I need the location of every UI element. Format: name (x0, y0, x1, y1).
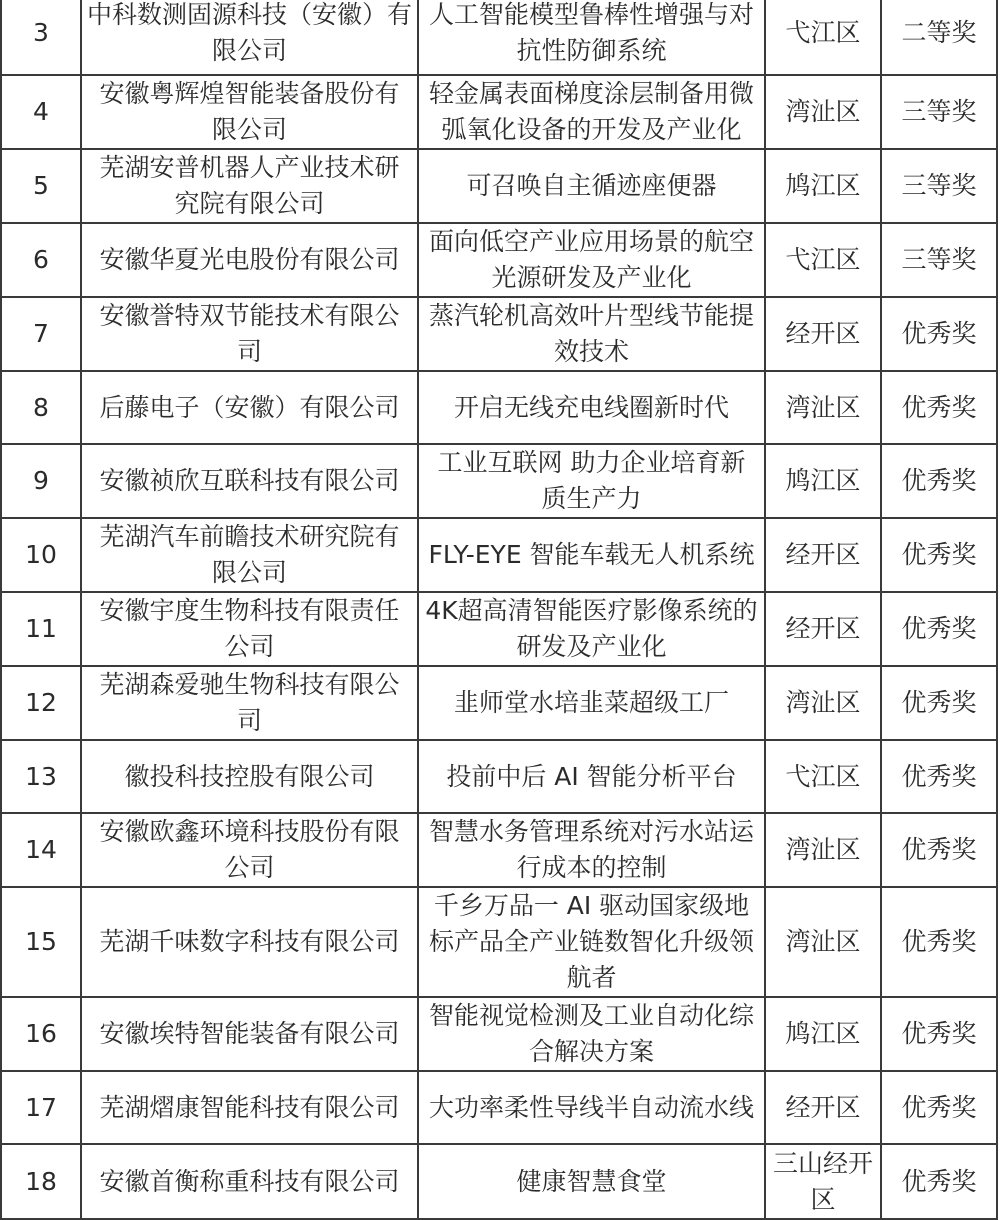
cell-text-line: 韭师堂水培韭菜超级工厂 (453, 688, 729, 717)
cell-text-line: 质生产力 (541, 484, 642, 513)
company-name (81, 371, 418, 444)
cell-text-line: 轻金属表面梯度涂层制备用微 (428, 79, 754, 108)
district (765, 75, 881, 149)
project-name (418, 371, 765, 444)
table-row (1, 666, 997, 740)
cell-text-line: 智能视觉检测及工业自动化综 (428, 1001, 754, 1030)
cell-text-line: 安徽华夏光电股份有限公司 (99, 245, 400, 274)
project-name (418, 297, 765, 371)
row-number: 14 (1, 813, 81, 887)
cell-text-line: 人工智能模型鲁棒性增强与对 (428, 0, 754, 29)
cell-text-line: 湾沚区 (785, 927, 861, 956)
cell-text-line: FLY-EYE 智能车载无人机系统 (428, 540, 755, 569)
district (765, 297, 881, 371)
award-level: 优秀奖 (881, 297, 997, 371)
row-number: 7 (1, 297, 81, 371)
row-number: 12 (1, 666, 81, 740)
award-level: 优秀奖 (881, 997, 997, 1071)
row-number: 5 (1, 149, 81, 223)
cell-text-line: 芜湖熠康智能科技有限公司 (99, 1092, 400, 1122)
company-name (81, 0, 418, 75)
cell-text-line: 弋江区 (785, 18, 861, 47)
row-number: 6 (1, 223, 81, 297)
district (765, 740, 881, 813)
project-name (418, 0, 765, 75)
cell-text-line: 安徽祯欣互联科技有限公司 (99, 466, 400, 495)
district (765, 0, 881, 75)
district (765, 1071, 881, 1144)
cell-text-line: 安徽粤辉煌智能装备股份有 (99, 79, 400, 108)
cell-text-line: 经开区 (785, 319, 861, 348)
cell-text-line: 抗性防御系统 (516, 36, 667, 65)
award-level: 优秀奖 (881, 371, 997, 444)
award-level: 优秀奖 (881, 813, 997, 887)
cell-text-line: 徽投科技控股有限公司 (124, 761, 375, 791)
award-level: 二等奖 (881, 0, 997, 75)
table-row (1, 518, 997, 592)
project-name (418, 740, 765, 813)
awards-table-body (1, 0, 997, 1219)
cell-text-line: 智慧水务管理系统对污水站运 (428, 817, 754, 846)
cell-text-line: 芜湖安普机器人产业技术研 (99, 153, 400, 182)
company-name (81, 887, 418, 997)
cell-text-line: 标产品全产业链数智化升级领 (428, 927, 754, 956)
award-level: 优秀奖 (881, 1144, 997, 1219)
district (765, 223, 881, 297)
table-row (1, 887, 997, 997)
cell-text-line: 可召唤自主循迹座便器 (466, 171, 717, 200)
award-level: 优秀奖 (881, 887, 997, 997)
row-number: 9 (1, 444, 81, 518)
cell-text-line: 安徽宇度生物科技有限责任 (99, 596, 400, 625)
company-name (81, 813, 418, 887)
table-row (1, 740, 997, 813)
table-row (1, 75, 997, 149)
award-level: 三等奖 (881, 75, 997, 149)
district (765, 518, 881, 592)
project-name (418, 887, 765, 997)
row-number: 8 (1, 371, 81, 444)
district (765, 149, 881, 223)
row-number: 15 (1, 887, 81, 997)
cell-text-line: 鸠江区 (785, 171, 861, 200)
cell-text-line: 研发及产业化 (516, 632, 667, 661)
cell-text-line: 经开区 (785, 1092, 861, 1122)
district (765, 666, 881, 740)
project-name (418, 518, 765, 592)
cell-text-line: 4K超高清智能医疗影像系统的 (425, 596, 758, 625)
company-name (81, 666, 418, 740)
district (765, 592, 881, 666)
row-number: 16 (1, 997, 81, 1071)
cell-text-line: 弧氧化设备的开发及产业化 (441, 115, 742, 144)
table-row (1, 592, 997, 666)
project-name (418, 444, 765, 518)
cell-text-line: 航者 (566, 963, 617, 992)
cell-text-line: 限公司 (211, 115, 287, 144)
company-name (81, 223, 418, 297)
cell-text-line: 大功率柔性导线半自动流水线 (428, 1092, 754, 1122)
cell-text-line: 安徽欧鑫环境科技股份有限 (99, 817, 400, 846)
table-row (1, 149, 997, 223)
cell-text-line: 工业互联网 助力企业培育新 (437, 448, 746, 477)
cell-text-line: 效技术 (553, 337, 629, 366)
cell-text-line: 合解决方案 (528, 1037, 654, 1066)
table-row (1, 813, 997, 887)
project-name (418, 1071, 765, 1144)
cell-text-line: 鸠江区 (785, 1019, 861, 1048)
project-name (418, 666, 765, 740)
company-name (81, 518, 418, 592)
table-row (1, 997, 997, 1071)
award-level: 优秀奖 (881, 592, 997, 666)
company-name (81, 444, 418, 518)
company-name (81, 1071, 418, 1144)
award-level: 三等奖 (881, 223, 997, 297)
award-level: 优秀奖 (881, 444, 997, 518)
district (765, 887, 881, 997)
cell-text-line: 经开区 (785, 614, 861, 643)
company-name (81, 75, 418, 149)
district (765, 997, 881, 1071)
company-name (81, 1144, 418, 1219)
district (765, 371, 881, 444)
company-name (81, 740, 418, 813)
table-row (1, 1144, 997, 1219)
cell-text-line: 开启无线充电线圈新时代 (453, 392, 729, 422)
cell-text-line: 后藤电子（安徽）有限公司 (99, 392, 400, 422)
project-name (418, 997, 765, 1071)
cell-text-line: 司 (236, 337, 262, 366)
cell-text-line: 安徽首衡称重科技有限公司 (99, 1166, 400, 1196)
cell-text-line: 司 (236, 706, 262, 735)
award-level: 优秀奖 (881, 740, 997, 813)
row-number: 18 (1, 1144, 81, 1219)
cell-text-line: 三山经开 (772, 1148, 873, 1178)
table-row (1, 297, 997, 371)
cell-text-line: 行成本的控制 (516, 853, 667, 882)
district (765, 444, 881, 518)
award-level: 优秀奖 (881, 518, 997, 592)
cell-text-line: 经开区 (785, 540, 861, 569)
row-number: 4 (1, 75, 81, 149)
cell-text-line: 安徽埃特智能装备有限公司 (99, 1019, 400, 1048)
cell-text-line: 湾沚区 (785, 97, 861, 126)
table-row (1, 1071, 997, 1144)
project-name (418, 813, 765, 887)
cell-text-line: 湾沚区 (785, 392, 861, 422)
company-name (81, 997, 418, 1071)
cell-text-line: 光源研发及产业化 (491, 263, 692, 292)
row-number: 10 (1, 518, 81, 592)
project-name (418, 1144, 765, 1219)
table-row (1, 371, 997, 444)
table-row (1, 0, 997, 75)
award-level: 三等奖 (881, 149, 997, 223)
row-number: 11 (1, 592, 81, 666)
cell-text-line: 限公司 (211, 558, 287, 587)
project-name (418, 75, 765, 149)
cell-text-line: 湾沚区 (785, 688, 861, 717)
cell-text-line: 安徽誉特双节能技术有限公 (99, 301, 400, 330)
award-level: 优秀奖 (881, 1071, 997, 1144)
cell-text-line: 区 (810, 1184, 836, 1214)
cell-text-line: 限公司 (211, 36, 287, 65)
cell-text-line: 公司 (224, 632, 275, 661)
cell-text-line: 鸠江区 (785, 466, 861, 495)
cell-text-line: 湾沚区 (785, 835, 861, 864)
table-row (1, 444, 997, 518)
company-name (81, 149, 418, 223)
project-name (418, 223, 765, 297)
cell-text-line: 面向低空产业应用场景的航空 (428, 227, 754, 256)
row-number: 13 (1, 740, 81, 813)
cell-text-line: 投前中后 AI 智能分析平台 (446, 761, 737, 791)
cell-text-line: 弋江区 (785, 761, 861, 791)
award-level: 优秀奖 (881, 666, 997, 740)
cell-text-line: 究院有限公司 (174, 189, 325, 218)
cell-text-line: 公司 (224, 853, 275, 882)
cell-text-line: 弋江区 (785, 245, 861, 274)
cell-text-line: 芜湖千味数字科技有限公司 (99, 927, 400, 956)
cell-text-line: 千乡万品一 AI 驱动国家级地 (433, 891, 750, 920)
project-name (418, 149, 765, 223)
cell-text-line: 芜湖森爱驰生物科技有限公 (99, 670, 400, 699)
cell-text-line: 健康智慧食堂 (516, 1166, 667, 1196)
row-number: 17 (1, 1071, 81, 1144)
cell-text-line: 蒸汽轮机高效叶片型线节能提 (428, 301, 754, 330)
table-row (1, 223, 997, 297)
cell-text-line: 芜湖汽车前瞻技术研究院有 (99, 522, 400, 551)
district (765, 813, 881, 887)
company-name (81, 297, 418, 371)
row-number: 3 (1, 0, 81, 75)
project-name (418, 592, 765, 666)
cell-text-line: 中科数测固源科技（安徽）有 (86, 0, 412, 29)
company-name (81, 592, 418, 666)
district (765, 1144, 881, 1219)
